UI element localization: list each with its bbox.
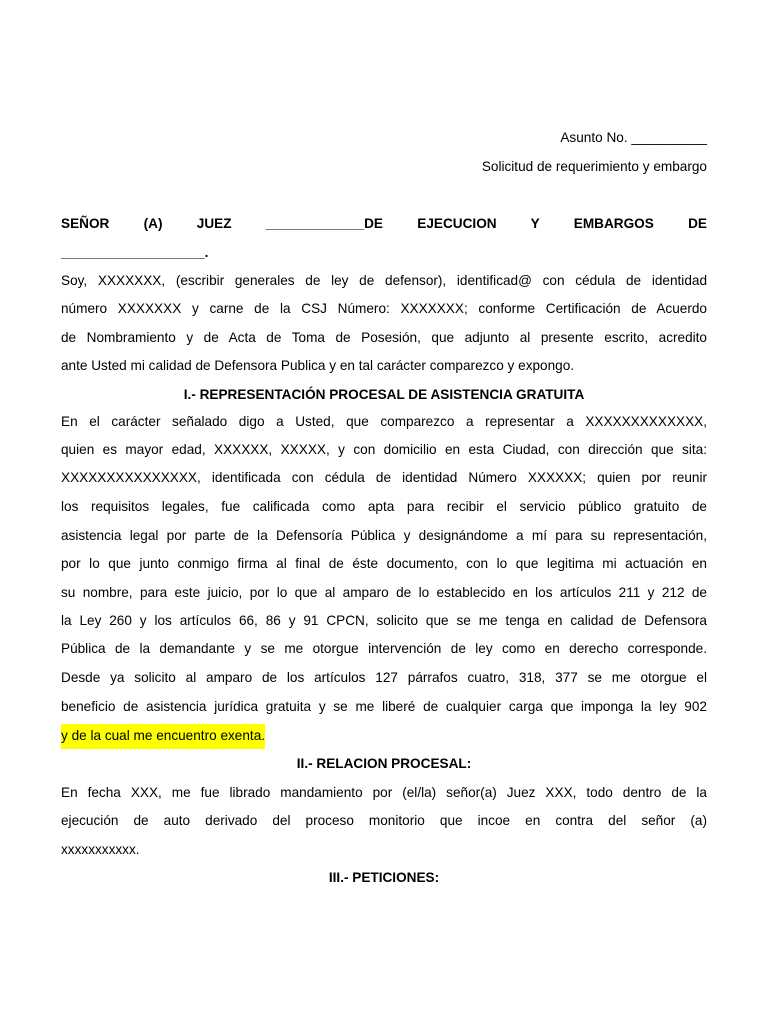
section-2-line: xxxxxxxxxxx. (61, 842, 140, 857)
section-3-title: III.- PETICIONES: (328, 870, 440, 885)
section-1-line: por lo que junto conmigo firma al final de éste documento, con lo que legitima mi actuación en (61, 556, 707, 571)
section-2-title: II.- RELACION PROCESAL: (296, 756, 472, 771)
intro-line: de Nombramiento y de Acta de Toma de Posesión, que adjunto al presente escrito, acredito (61, 330, 707, 345)
section-1-line: su nombre, para este juicio, por lo que al amparo de lo establecido en los artículos 211 y 212 de (61, 585, 707, 600)
section-1-line: asistencia legal por parte de la Defensoría Pública y designándome a mí para su representación, (61, 528, 707, 543)
addressee-line-1: SEÑOR (A) JUEZ _____________DE EJECUCION Y EMBARGOS DE (61, 216, 707, 231)
intro-line: número XXXXXXX y carne de la CSJ Número: XXXXXXX; conforme Certificación de Acuerdo (61, 301, 707, 316)
section-1-line: quien es mayor edad, XXXXXX, XXXXX, y con domicilio en esta Ciudad, con dirección que sita: (61, 442, 707, 457)
section-1-line: los requisitos legales, fue calificada como apta para recibir el servicio público gratuito de (61, 499, 707, 514)
section-1-line: XXXXXXXXXXXXXXX, identificada con cédula de identidad Número XXXXXX; quien por reunir (61, 470, 707, 485)
section-1-last-line (61, 727, 707, 745)
intro-line: ante Usted mi calidad de Defensora Publica y en tal carácter comparezco y expongo. (61, 358, 575, 373)
asunto-line: Asunto No. __________ (560, 130, 707, 145)
section-1-line: la Ley 260 y los artículos 66, 86 y 91 CPCN, solicito que se me tenga en calidad de Defensora (61, 613, 707, 628)
section-1-line: En el carácter señalado digo a Usted, que comparezco a representar a XXXXXXXXXXXXX, (61, 414, 707, 429)
section-1-line: Pública de la demandante y se me otorgue intervención de ley como en derecho corresponde. (61, 641, 707, 656)
subject-line: Solicitud de requerimiento y embargo (481, 159, 707, 174)
highlighted-text: y de la cual me encuentro exenta. (61, 724, 265, 749)
section-1-line: beneficio de asistencia jurídica gratuita y se me liberé de cualquier carga que imponga la ley 902 (61, 699, 707, 714)
section-1-title: I.- REPRESENTACIÓN PROCESAL DE ASISTENCIA GRATUITA (183, 387, 585, 402)
section-2-line: ejecución de auto derivado del proceso monitorio que incoe en contra del señor (a) (61, 813, 707, 828)
intro-line: Soy, XXXXXXX, (escribir generales de ley de defensor), identificad@ con cédula de identidad (61, 273, 707, 288)
addressee-line-2: ___________________. (61, 245, 209, 260)
section-1-line: Desde ya solicito al amparo de los artículos 127 párrafos cuatro, 318, 377 se me otorgue el (61, 670, 707, 685)
section-2-line: En fecha XXX, me fue librado mandamiento por (el/la) señor(a) Juez XXX, todo dentro de la (61, 785, 707, 800)
